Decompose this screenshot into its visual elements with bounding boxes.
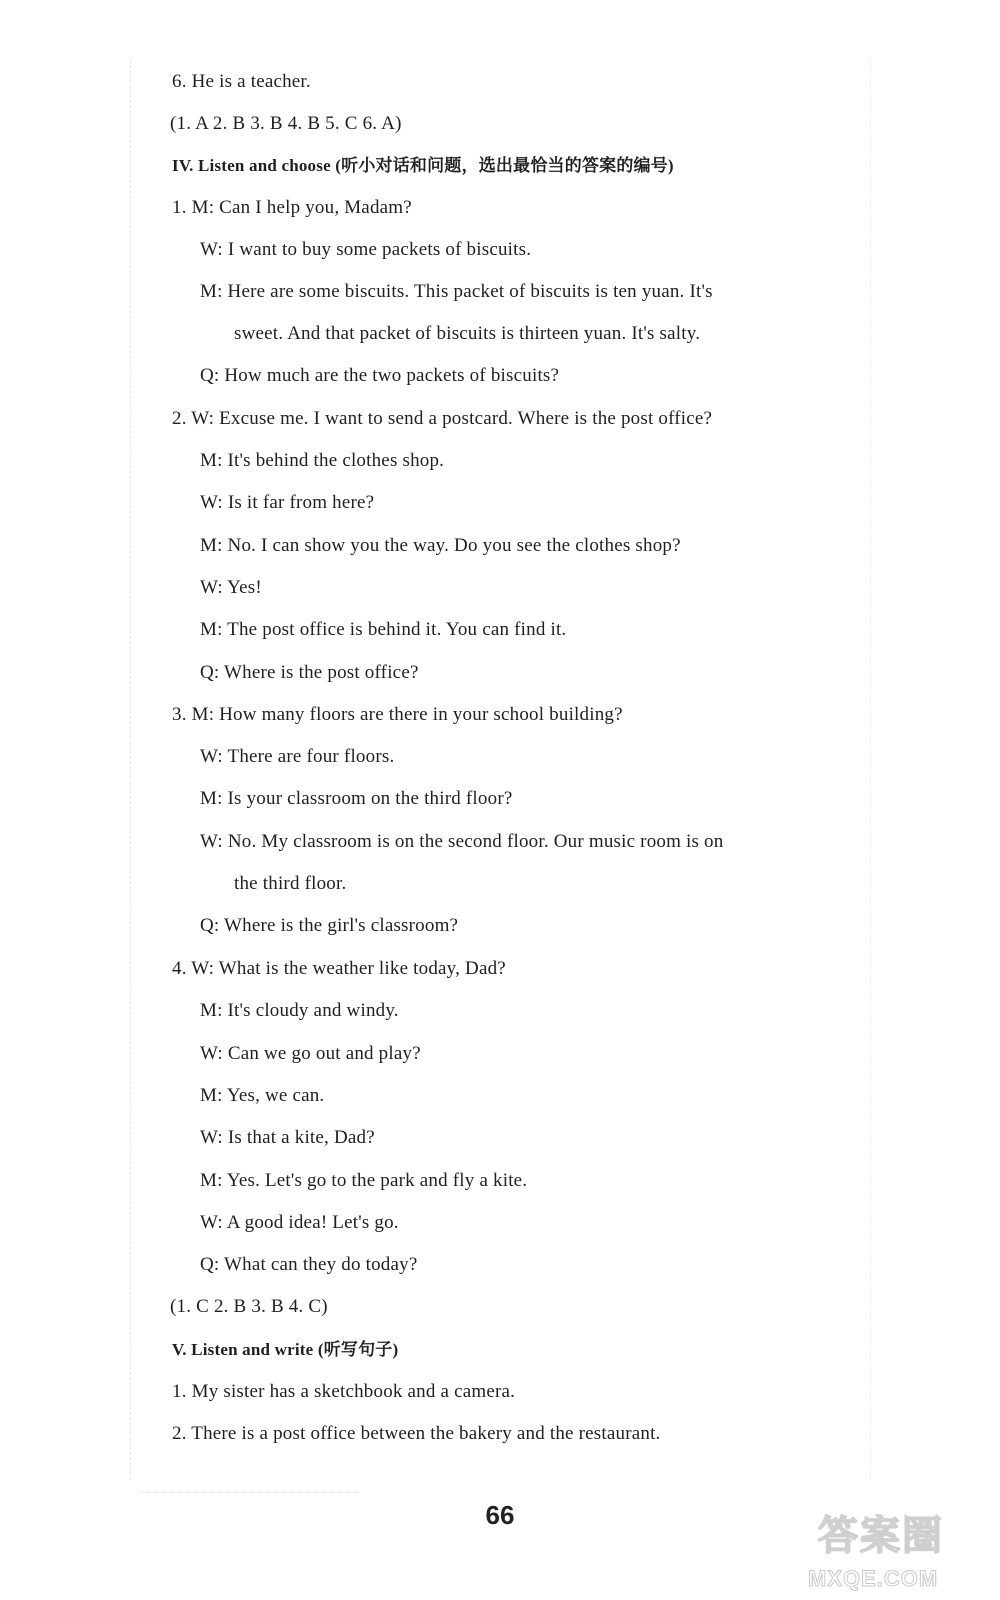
text-line: M: No. I can show you the way. Do you see the clothes shop?	[200, 535, 681, 556]
text-line: M: It's cloudy and windy.	[200, 1000, 399, 1021]
text-line: M: Yes, we can.	[200, 1085, 325, 1106]
text-line: M: Here are some biscuits. This packet of biscuits is ten yuan. It's	[200, 281, 713, 302]
text-line: 2. There is a post office between the bakery and the restaurant.	[172, 1423, 661, 1444]
section-heading: V. Listen and write (听写句子)	[172, 1340, 399, 1359]
text-line: W: I want to buy some packets of biscuits.	[200, 239, 532, 260]
footer-divider	[140, 1492, 360, 1493]
text-line: Q: What can they do today?	[200, 1254, 418, 1275]
text-line: Q: Where is the post office?	[200, 662, 419, 683]
text-line: (1. C 2. B 3. B 4. C)	[170, 1296, 328, 1317]
text-line: W: Can we go out and play?	[200, 1043, 421, 1064]
text-line: W: No. My classroom is on the second floor. Our music room is on	[200, 831, 724, 852]
text-line: Q: How much are the two packets of biscuits?	[200, 365, 560, 386]
text-line: 4. W: What is the weather like today, Dad?	[172, 958, 506, 979]
page-margin-rule-left	[130, 60, 131, 1480]
text-line: M: Yes. Let's go to the park and fly a kite.	[200, 1170, 528, 1191]
text-line: 1. My sister has a sketchbook and a camera.	[172, 1381, 516, 1402]
text-line: W: Is that a kite, Dad?	[200, 1127, 375, 1148]
page-margin-rule-right	[870, 60, 871, 1480]
text-line: W: A good idea! Let's go.	[200, 1212, 399, 1233]
text-line: 1. M: Can I help you, Madam?	[172, 197, 412, 218]
watermark-domain: MXQE.COM	[808, 1566, 939, 1591]
watermark-logo: 答案圈	[818, 1513, 944, 1559]
text-line: 3. M: How many floors are there in your school building?	[172, 704, 623, 725]
text-line: (1. A 2. B 3. B 4. B 5. C 6. A)	[170, 113, 402, 134]
text-line: Q: Where is the girl's classroom?	[200, 915, 459, 936]
section-heading: IV. Listen and choose (听小对话和问题，选出最恰当的答案的编号)	[172, 156, 674, 175]
text-line: sweet. And that packet of biscuits is thirteen yuan. It's salty.	[234, 323, 701, 344]
text-line: the third floor.	[234, 873, 347, 894]
text-line: 2. W: Excuse me. I want to send a postcard. Where is the post office?	[172, 408, 713, 429]
text-line: 6. He is a teacher.	[172, 71, 311, 92]
text-line: W: There are four floors.	[200, 746, 395, 767]
text-line: M: The post office is behind it. You can find it.	[200, 619, 567, 640]
page-number: 66	[485, 1500, 515, 1530]
text-line: M: Is your classroom on the third floor?	[200, 788, 513, 809]
text-line: W: Is it far from here?	[200, 492, 375, 513]
text-line: M: It's behind the clothes shop.	[200, 450, 445, 471]
text-line: W: Yes!	[200, 577, 262, 598]
